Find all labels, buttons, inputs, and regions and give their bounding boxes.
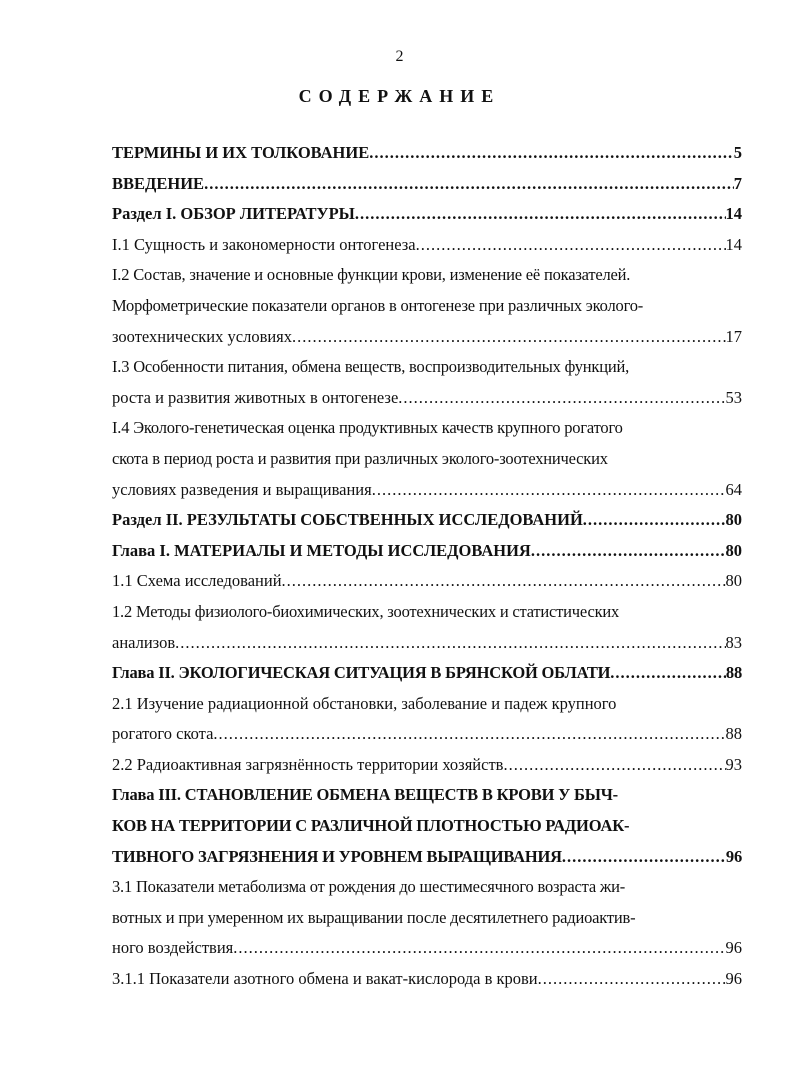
toc-entry-text-line: I.3 Особенности питания, обмена веществ, воспроизводительных функций, — [112, 357, 630, 377]
toc-page-number: 5 — [733, 143, 742, 162]
page-number: 2 — [395, 48, 404, 65]
toc-leader-dots — [503, 750, 725, 781]
toc-entry-section-2[interactable] — [112, 505, 742, 536]
toc-entry-text: ВВЕДЕНИЕ — [112, 173, 205, 193]
toc-entry-1-4[interactable] — [112, 413, 742, 505]
toc-page-number: 14 — [725, 234, 742, 254]
toc-leader-dots — [538, 964, 726, 995]
toc-page-number: 80 — [725, 571, 742, 591]
toc-entry-section-1[interactable] — [112, 199, 742, 230]
toc-page-number: 17 — [725, 326, 742, 346]
toc-page-number: 93 — [725, 754, 742, 774]
toc-leader-dots — [282, 566, 726, 597]
toc-leader-dots — [355, 199, 726, 230]
toc-entry-text: Раздел II. РЕЗУЛЬТАТЫ СОБСТВЕННЫХ ИССЛЕДОВАНИЙ — [112, 510, 583, 530]
toc-entry-text-line: скота в период роста и развития при различных эколого-зоотехнических — [112, 448, 608, 468]
toc-page-number: 80 — [725, 540, 742, 560]
toc-entry-terms[interactable] — [112, 138, 742, 169]
toc-leader-dots — [398, 383, 725, 414]
toc-entry-text-line: ного воздействия — [112, 938, 234, 958]
toc-entry-chapter-1[interactable] — [112, 536, 742, 567]
toc-entry-text-line: условиях разведения и выращивания — [112, 479, 372, 499]
table-of-contents — [112, 138, 742, 995]
toc-entry-ch1-2[interactable] — [112, 597, 742, 658]
toc-leader-dots — [175, 628, 725, 659]
toc-leader-dots — [531, 536, 726, 567]
toc-page-number: 88 — [725, 724, 742, 744]
toc-page-number: 83 — [725, 632, 742, 652]
toc-entry-text-line: I.2 Состав, значение и основные функции крови, изменение её показателей. — [112, 265, 631, 285]
toc-entry-text-line: КОВ НА ТЕРРИТОРИИ С РАЗЛИЧНОЙ ПЛОТНОСТЬЮ РАДИОАК- — [112, 816, 630, 836]
page-title: СОДЕРЖАНИЕ — [298, 86, 501, 106]
toc-entry-text: Глава II. ЭКОЛОГИЧЕСКАЯ СИТУАЦИЯ В БРЯНСКОЙ ОБЛАТИ — [112, 663, 611, 683]
toc-entry-text: I.1 Сущность и закономерности онтогенеза — [112, 234, 416, 254]
toc-leader-dots — [416, 230, 726, 261]
toc-page-number: 96 — [725, 969, 742, 989]
toc-entry-1-3[interactable] — [112, 352, 742, 413]
toc-page-number: 7 — [733, 173, 742, 193]
toc-entry-text: 3.1.1 Показатели азотного обмена и вакат-кислорода в крови — [112, 969, 538, 989]
toc-entry-ch3-1[interactable] — [112, 872, 742, 964]
toc-entry-text-line: анализов — [112, 632, 176, 652]
toc-entry-text-line: I.4 Эколого-генетическая оценка продуктивных качеств крупного рогатого — [112, 418, 623, 438]
toc-leader-dots — [204, 169, 734, 200]
toc-entry-ch2-2[interactable] — [112, 750, 742, 781]
toc-leader-dots — [292, 322, 725, 353]
toc-entry-ch3-1-1[interactable] — [112, 964, 742, 995]
toc-entry-text: Раздел I. ОБЗОР ЛИТЕРАТУРЫ — [112, 204, 355, 224]
toc-leader-dots — [213, 719, 725, 750]
toc-page-number: 96 — [725, 938, 742, 958]
toc-page-number: 96 — [725, 846, 742, 866]
toc-leader-dots — [372, 475, 726, 506]
toc-leader-dots — [583, 505, 726, 536]
toc-entry-chapter-3[interactable] — [112, 780, 742, 872]
toc-entry-text: 2.2 Радиоактивная загрязнённость территории хозяйств — [112, 754, 504, 774]
toc-entry-text-line: зоотехнических условиях — [112, 326, 293, 346]
toc-entry-text-line: 1.2 Методы физиолого-биохимических, зоотехнических и статистических — [112, 601, 620, 621]
toc-entry-1-2[interactable] — [112, 260, 742, 352]
toc-entry-text: ТЕРМИНЫ И ИХ ТОЛКОВАНИЕ — [112, 143, 370, 162]
toc-entry-text-line: ТИВНОГО ЗАГРЯЗНЕНИЯ И УРОВНЕМ ВЫРАЩИВАНИЯ — [112, 846, 562, 866]
toc-entry-text-line: 3.1 Показатели метаболизма от рождения до шестимесячного возраста жи- — [112, 877, 626, 897]
toc-entry-text-line: роста и развития животных в онтогенезе — [112, 387, 399, 407]
toc-leader-dots — [610, 658, 726, 689]
toc-page-number: 64 — [725, 479, 742, 499]
toc-entry-text-line: вотных и при умеренном их выращивании после десятилетнего радиоактив- — [112, 907, 636, 927]
toc-entry-text-line: Морфометрические показатели органов в онтогенезе при различных эколого- — [112, 295, 644, 315]
toc-entry-text: Глава I. МАТЕРИАЛЫ И МЕТОДЫ ИССЛЕДОВАНИЯ — [112, 540, 531, 560]
toc-entry-ch2-1[interactable] — [112, 689, 742, 750]
toc-leader-dots — [562, 842, 726, 873]
toc-entry-text-line: рогатого скота — [112, 724, 214, 744]
toc-entry-introduction[interactable] — [112, 169, 742, 200]
toc-leader-dots — [233, 933, 725, 964]
toc-page-number: 14 — [725, 204, 742, 224]
toc-entry-ch1-1[interactable] — [112, 566, 742, 597]
toc-entry-1-1[interactable] — [112, 230, 742, 261]
toc-entry-text: 1.1 Схема исследований — [112, 571, 282, 591]
toc-entry-text-line: Глава III. СТАНОВЛЕНИЕ ОБМЕНА ВЕЩЕСТВ В КРОВИ У БЫЧ- — [112, 785, 618, 805]
toc-page-number: 80 — [725, 510, 742, 530]
toc-entry-chapter-2[interactable] — [112, 658, 742, 689]
toc-page-number: 53 — [725, 387, 742, 407]
toc-entry-text-line: 2.1 Изучение радиационной обстановки, заболевание и падеж крупного — [112, 693, 617, 713]
toc-page-number: 88 — [725, 663, 742, 683]
toc-leader-dots — [369, 138, 734, 169]
